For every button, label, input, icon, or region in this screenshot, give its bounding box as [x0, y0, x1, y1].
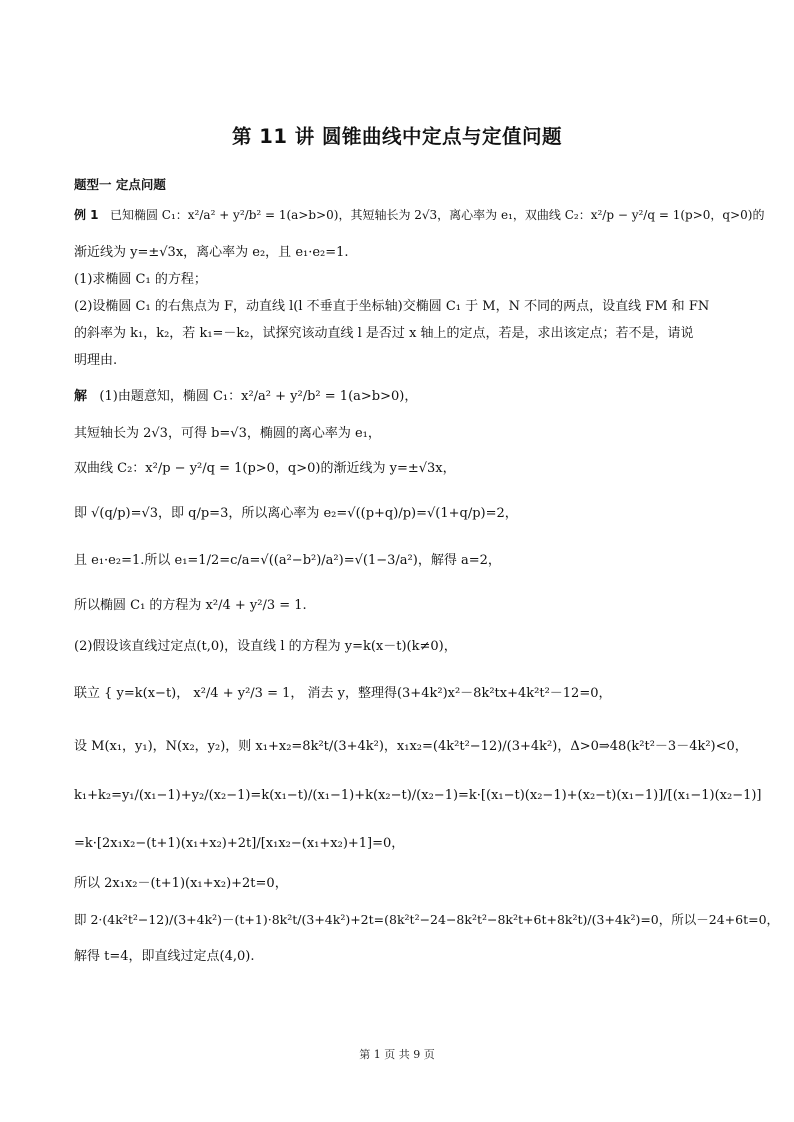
solution-line: k₁+k₂=y₁/(x₁−1)+y₂/(x₂−1)=k(x₁−t)/(x₁−1)+k(x₂−t)/(x₂−1)=k·[(x₁−t)(x₂−1)+(x₂−t)(x₁−1)]/[(x₁−1)(x₂−1)]	[74, 788, 762, 803]
solution-line: 所以椭圆 C₁ 的方程为 x²/4 + y²/3 = 1.	[74, 598, 307, 613]
solution-line	[74, 388, 417, 406]
example-line	[74, 206, 764, 224]
example-line: 明理由.	[74, 353, 118, 368]
example-label: 例 1	[74, 208, 99, 222]
page-title: 第 11 讲 圆锥曲线中定点与定值问题	[231, 125, 562, 148]
solution-line: 即 √(q/p)=√3，即 q/p=3，所以离心率为 e₂=√((p+q)/p)=√(1+q/p)=2，	[74, 506, 518, 521]
example-line: 渐近线为 y=±√3x，离心率为 e₂，且 e₁·e₂=1.	[74, 245, 349, 260]
solution-line: =k·[2x₁x₂−(t+1)(x₁+x₂)+2t]/[x₁x₂−(x₁+x₂)+1]=0，	[74, 836, 405, 851]
solution-line: 联立 { y=k(x−t)， x²/4 + y²/3 = 1， 消去 y，整理得(3+4k²)x²－8k²tx+4k²t²－12=0，	[74, 686, 612, 701]
example-text: 已知椭圆 C₁：x²/a² + y²/b² = 1(a>b>0)，其短轴长为 2√3，离心率为 e₁，双曲线 C₂：x²/p − y²/q = 1(p>0，q>0)的	[109, 208, 765, 222]
solution-line: 且 e₁·e₂=1.所以 e₁=1/2=c/a=√((a²−b²)/a²)=√(1−3/a²)，解得 a=2，	[74, 553, 501, 568]
section-heading: 题型一 定点问题	[74, 177, 166, 192]
page-footer: 第 1 页 共 9 页	[359, 1048, 435, 1061]
solution-line: 其短轴长为 2√3，可得 b=√3，椭圆的离心率为 e₁，	[74, 426, 381, 441]
solution-line: 即 2·(4k²t²−12)/(3+4k²)－(t+1)·8k²t/(3+4k²)+2t=(8k²t²−24−8k²t²−8k²t+6t+8k²t)/(3+4k²)=0，所以－24+6t=0，	[74, 912, 780, 927]
example-line: (2)设椭圆 C₁ 的右焦点为 F，动直线 l(l 不垂直于坐标轴)交椭圆 C₁ 于 M，N 不同的两点，设直线 FM 和 FN	[74, 299, 710, 314]
solution-line: (2)假设该直线过定点(t,0)，设直线 l 的方程为 y=k(x－t)(k≠0)，	[74, 639, 457, 654]
example-line: 的斜率为 k₁，k₂，若 k₁=－k₂，试探究该动直线 l 是否过 x 轴上的定点，若是，求出该定点；若不是，请说	[74, 326, 694, 341]
solution-line: 所以 2x₁x₂－(t+1)(x₁+x₂)+2t=0，	[74, 876, 288, 891]
solution-text: (1)由题意知，椭圆 C₁：x²/a² + y²/b² = 1(a>b>0)，	[99, 389, 418, 404]
example-line: (1)求椭圆 C₁ 的方程；	[74, 272, 207, 287]
solution-line: 设 M(x₁，y₁)，N(x₂，y₂)，则 x₁+x₂=8k²t/(3+4k²)，x₁x₂=(4k²t²−12)/(3+4k²)，Δ>0⇒48(k²t²－3－4k²)<0，	[74, 739, 748, 754]
solution-line: 双曲线 C₂：x²/p − y²/q = 1(p>0，q>0)的渐近线为 y=±√3x，	[74, 461, 456, 476]
solution-label: 解	[74, 389, 88, 404]
solution-line: 解得 t=4，即直线过定点(4,0).	[74, 949, 255, 964]
